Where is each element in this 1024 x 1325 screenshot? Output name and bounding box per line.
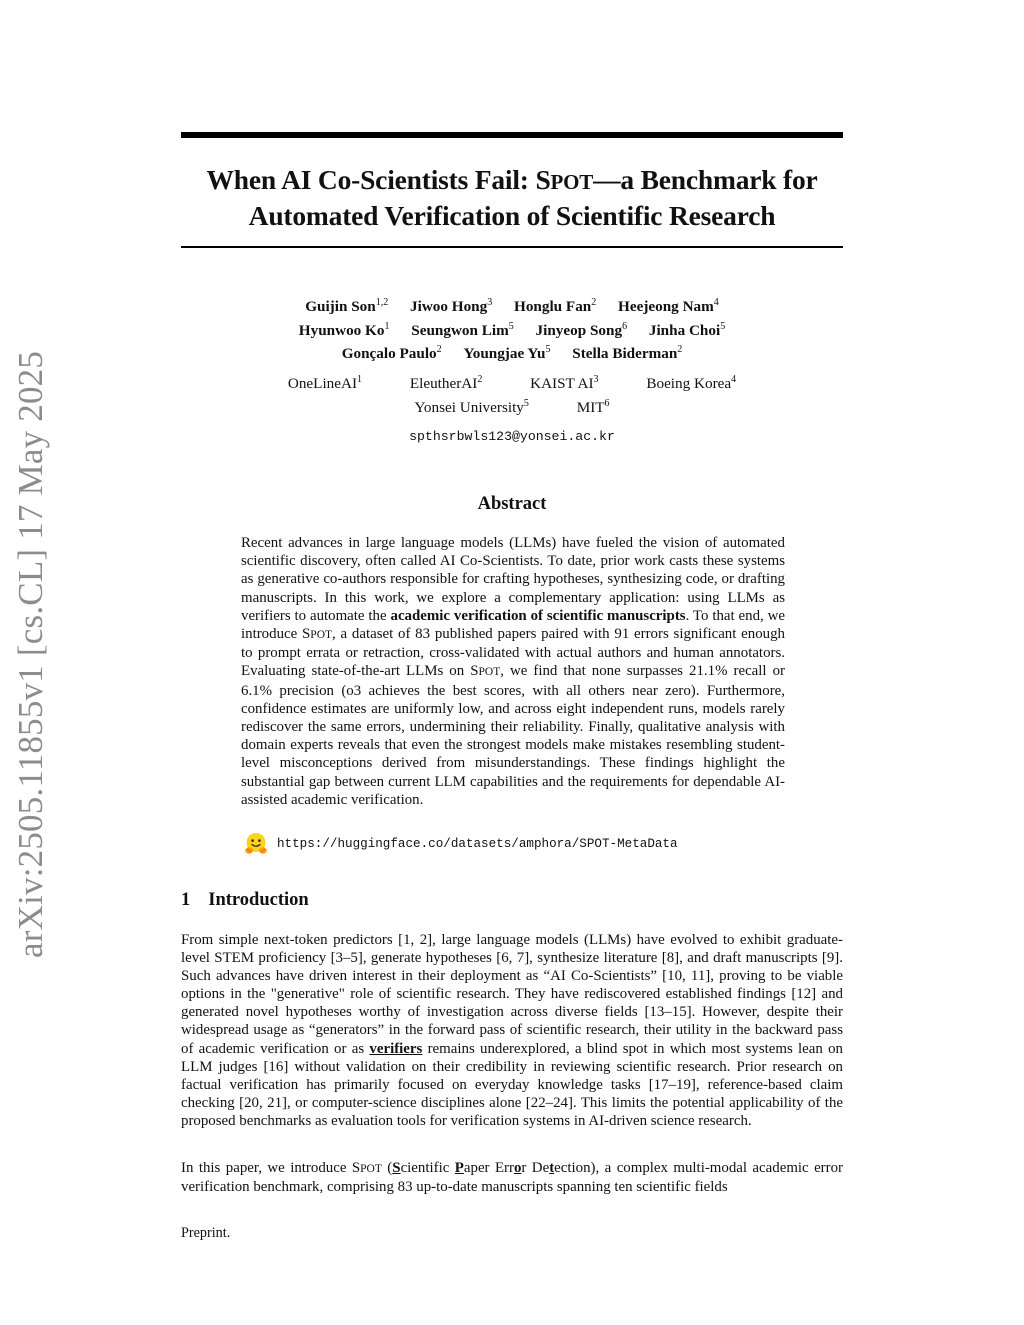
author: Jinha Choi$^5$ [648,320,726,339]
intro-paragraph-2: In this paper, we introduce SPOT (Scientific Paper Error Detection), a complex multi-modal academic error verification benchmark, comprising 83 up-to-date manuscripts spanning ten scientific fields [181,1160,844,1196]
section-heading [181,888,309,912]
title-part1: When AI Co-Scientists Fail: [206,164,536,195]
title-spot-initial: S [535,164,551,195]
affiliation: Yonsei University$^5$ [414,397,529,416]
abstract-text: Recent advances in large language models (LLMs) have fueled the vision of automated scientific discovery, often called AI Co-Scientists. To date, prior work casts these systems as generative co-authors responsible for crafting hypotheses, synthesizing code, or drafting manuscripts. In this work, we explore a complementary application: using LLMs as verifiers to automate the academic verification of scientific manuscripts. To that end, we introduce SPOT, a dataset of 83 published papers paired with 91 errors significant enough to prompt errata or retraction, cross-validated with actual authors and human annotators. Evaluating state-of-the-art LLMs on SPOT, we find that none surpasses 21.1% recall or 6.1% precision (o3 achieves the best scores, with all others near zero). Furthermore, confidence estimates are uniformly low, and across eight independent runs, models rarely rediscover the same errors, undermining their reliability. Finally, qualitative analysis with domain experts reveals that even the strongest models make mistakes resembling student-level misconceptions derived from misunderstandings. These findings highlight the substantial gap between current LLM capabilities and the requirements for dependable AI-assisted academic verification. [241,535,785,808]
abstract-bold-phrase: academic verification of scientific manuscripts [390,607,686,624]
verifiers-emphasis: verifiers [369,1040,423,1057]
author: Honglu Fan$^2$ [514,297,597,316]
intro-spot-rest: POT [360,1163,382,1175]
author: Seungwon Lim$^5$ [411,320,514,339]
preprint-footer: Preprint. [181,1225,231,1241]
paper-title [160,163,864,232]
abstract-spot-rest: POT [310,629,333,642]
intro-paragraph-1: From simple next-token predictors [1, 2], large language models (LLMs) have evolved to exhibit graduate-level STEM proficiency [3–5], generate hypotheses [6, 7], synthesize literature [8], and draft manuscripts [9]. Such advances have driven interest in their deployment as “AI Co-Scientists” [10, 11], proving to be viable options in the "generative" role of scientific research. They have rediscovered established findings [12] and generated novel hypotheses worthy of investigation across diverse fields [13–15]. However, despite their widespread usage as “generators” in the forward pass of scientific research, their utility in the backward pass of academic verification or as verifiers remains underexplored, a blind spot in which most systems lean on LLM judges [16] without validation on their credibility in reviewing scientific research. Prior research on factual verification has primarily focused on everyday knowledge tasks [17–19], reference-based claim checking [20, 21], or computer-science disciplines alone [22–24]. This limits the potential applicability of the proposed benchmarks as evaluation tools for verification systems in AI-driven science research. [181,932,843,1129]
dataset-link-row[interactable] [243,830,678,858]
title-bottom-rule [181,246,843,248]
abstract-heading: Abstract [477,494,547,514]
author-list [200,293,824,364]
abstract-spot-rest: POT [478,666,501,679]
title-spot-rest: POT [550,170,594,194]
author: Jinyeop Song$^6$ [535,320,628,339]
arxiv-identifier-stamp: arXiv:2505.11855v1 [cs.CL] 17 May 2025 [11,350,50,958]
affiliation: OneLineAI$^1$ [287,374,363,393]
title-part2: —a Benchmark for [593,164,818,195]
affiliation: Boeing Korea$^4$ [646,374,737,393]
affiliation: KAIST $AI^3$ [530,374,599,393]
author: Stella Biderman$^2$ [572,344,683,363]
contact-email[interactable]: spthsrbwls123@yonsei.ac.kr [409,429,615,444]
dataset-url-link[interactable]: https://huggingface.co/datasets/amphora/SPOT-MetaData [277,837,678,851]
author: Guijin Son$^{1,2}$ [305,297,389,316]
affiliation: MIT$^6$ [576,397,610,416]
affiliation-list [200,370,824,417]
title-top-rule [181,132,843,138]
title-line2: Automated Verification of Scientific Research [248,200,776,231]
affiliation: EleutherAI$^2$ [409,374,483,393]
section-number: 1 [181,890,191,910]
author: Youngjae Yu$^5$ [463,344,551,363]
author: Jiwoo Hong$^3$ [410,297,493,316]
author: Gonçalo Paulo$^2$ [341,344,442,363]
author: Hyunwoo Ko$^1$ [298,320,390,339]
section-title: Introduction [208,890,309,910]
author: Heejeong Nam$^4$ [618,297,719,316]
hugging-face-icon [243,831,269,857]
